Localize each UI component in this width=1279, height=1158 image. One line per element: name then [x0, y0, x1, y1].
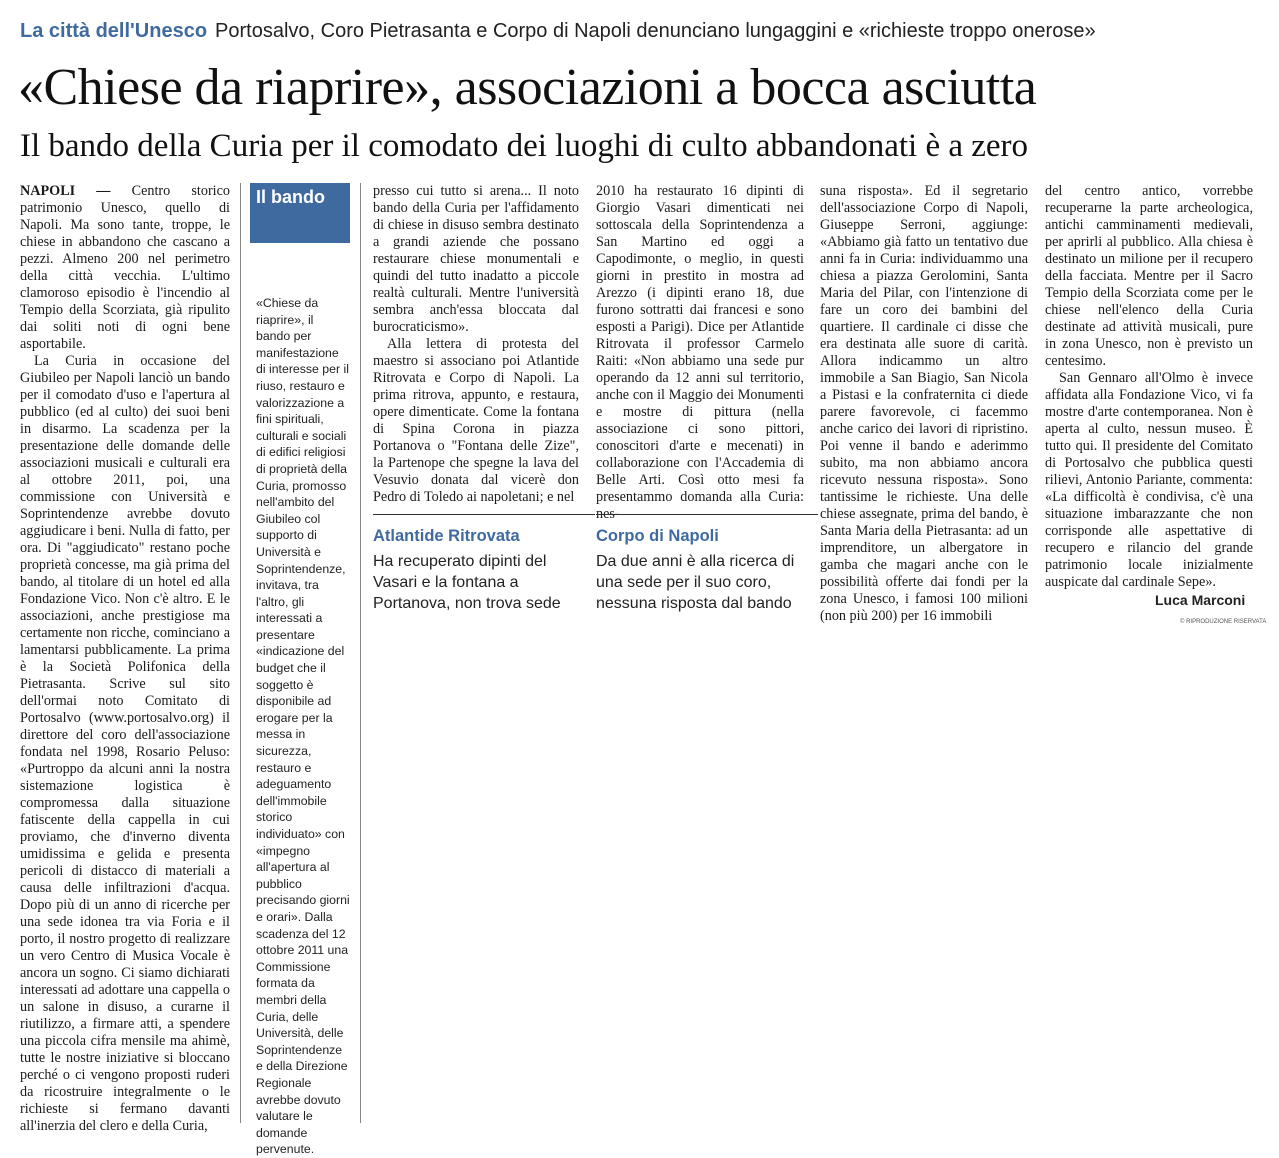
sidebar-text: «Chiese da riaprire», il bando per manifestazione di interesse per il riuso, restauro e valorizzazione a fini spirituali, culturali e sociali di edifici religiosi di proprietà della Curia, promosso nell'ambito del Giubileo col supporto di Università e Soprintendenze, invitava, tra l'altro, gli interessati a presentare «indicazione del budget che il soggetto è disponibile ad erogare per la messa in sicurezza, restauro e adeguamento dell'immobile storico individuato» con «impegno all'apertura al pubblico precisando giorni e orari». Dalla scadenza del 12 ottobre 2011 una Commissione formata da membri della Curia, delle Università, delle Soprintendenze e della Direzione Regionale avrebbe dovuto valutare le domande pervenute.	[256, 296, 350, 1157]
column-divider	[360, 183, 361, 1123]
paragraph: 2010 ha restaurato 16 dipinti di Giorgio Vasari dimenticati nei sottoscala della Soprintendenza a San Martino ed oggi a Capodimonte, o meglio, in questi giorni in prestito in mostra ad Arezzo (i dipinti erano 18, due furono sottratti dai francesi e sono esposti a Parigi). Dice per Atlantide Ritrovata il professor Carmelo Raiti: «Non abbiamo una sede pur operando da 12 anni sul territorio, anche con il Maggio dei Monumenti e mostre di pittura (nella associazione ci sono pittori, conoscitori d'arte e mecenati) in collaborazione con l'Accademia di Belle Arti. Così otto mesi fa presentammo domanda alla Curia: nes-	[596, 183, 804, 522]
callout-text: Da due anni è alla ricerca di una sede per il suo coro, nessuna risposta dal bando	[596, 553, 795, 612]
headline: «Chiese da riaprire», associazioni a bocca asciutta	[18, 59, 1037, 116]
paragraph: Alla lettera di protesta del maestro si associano poi Atlantide Ritrovata e Corpo di Napoli. La prima ritrova, appunto, e restaura, opere dimenticate. Come la fontana di Spina Corona in piazza Portanova o "Fontana delle Zize", la Partenope che spegne la lava del Vesuvio donata dal vicerè don Pedro di Toledo ai napoletani; e nel	[373, 336, 579, 505]
sidebar-title: Il bando	[250, 183, 350, 243]
paragraph-text: Centro storico patrimonio Unesco, quello di Napoli. Ma sono tante, troppe, le chiese in abbandono che cascano a pezzi. Almeno 200 nel perimetro della città vecchia. L'ultimo clamoroso episodio è l'incendio al Tempio della Scorziata, già ripulito dai soliti noti di ogni bene asportabile.	[20, 183, 230, 352]
callout-title: Corpo di Napoli	[596, 514, 818, 547]
article-column-2	[373, 183, 579, 506]
callout-atlantide	[373, 514, 595, 614]
article-column-4	[820, 183, 1028, 625]
callout-text: Ha recuperato dipinti del Vasari e la fontana a Portanova, non trova sede	[373, 553, 561, 612]
paragraph: San Gennaro all'Olmo è invece affidata alla Fondazione Vico, vi fa mostre d'arte contemporanea. Non è aperta al culto, nessun museo. È tutto qui. Il presidente del Comitato di Portosalvo che pubblica questi rilievi, Antonio Pariante, commenta: «La difficoltà è condivisa, c'è una situazione imbarazzante che non corrisponde alle aspettative di recupero e rilancio del grande patrimonio locale inizialmente auspicate dal cardinale Sepe».	[1045, 370, 1253, 590]
dateline: NAPOLI —	[20, 183, 111, 199]
article-column-5	[1045, 183, 1253, 591]
paragraph: del centro antico, vorrebbe recuperarne la parte archeologica, antichi camminamenti medievali, per aprirli al pubblico. Alla chiesa è destinato un milione per il recupero della facciata. Mentre per il Sacro Tempio della Scorziata come per le chiese nell'elenco della Curia destinate ad attività musicali, pure in zona Unesco, non è previsto un centesimo.	[1045, 183, 1253, 369]
copyright-notice: © RIPRODUZIONE RISERVATA	[1180, 619, 1267, 625]
kicker-summary: Portosalvo, Coro Pietrasanta e Corpo di Napoli denunciano lungaggini e «richieste troppo onerose»	[215, 20, 1096, 42]
article-column-1	[20, 183, 230, 1135]
byline: Luca Marconi	[1155, 592, 1246, 608]
paragraph	[20, 183, 230, 353]
article-column-3	[596, 183, 804, 523]
callout-corpo-di-napoli	[596, 514, 818, 614]
sidebar-box	[250, 183, 350, 1158]
subheadline: Il bando della Curia per il comodato dei luoghi di culto abbandonati è a zero	[20, 128, 1029, 164]
kicker	[20, 18, 1265, 44]
column-divider	[240, 183, 241, 1123]
paragraph: suna risposta». Ed il segretario dell'associazione Corpo di Napoli, Giuseppe Serroni, aggiunge: «Abbiamo già fatto un tentativo due anni fa in Curia: individuammo una chiesa a piazza Gerolomini, Santa Maria del Pilar, con l'intenzione di fare un coro dei bambini del quartiere. Il cardinale ci disse che era destinata alle suore di carità. Allora indicammo un altro immobile a San Biagio, San Nicola a Pistasi e la confraternita ci diede parere favorevole, ci facemmo anche carico dei lavori di ripristino. Poi venne il bando e aderimmo subito, ma non abbiamo ancora ricevuto nessuna risposta». Sono tantissime le richieste. Una delle chiese assegnate, prima del bando, è Santa Maria della Pietrasanta: ad un imprenditore, un albergatore in gamba che magari anche con le possibilità offerte dai fondi per la zona Unesco, i famosi 100 milioni (non più 200) per 16 immobili	[820, 183, 1028, 624]
section-label: La città dell'Unesco	[20, 20, 208, 42]
paragraph: presso cui tutto si arena... Il noto bando della Curia per l'affidamento di chiese in disuso sembra destinato a grandi aziende che possano restaurare chiese monumentali e quindi del tutto inadatto a piccole realtà culturali. Mentre l'università sembra anch'essa bloccata dal burocraticismo».	[373, 183, 579, 335]
paragraph: La Curia in occasione del Giubileo per Napoli lanciò un bando per il comodato d'uso e l'apertura al pubblico (ed al culto) dei suoi beni in disarmo. La scadenza per la presentazione delle domande delle associazioni musicali e culturali era al ottobre 2011, poi, una commissione con Università e Soprintendenze avrebbe dovuto aggiudicare i beni. Nulla di fatto, per ora. Di "aggiudicato" restano poche proprietà concesse, ma già prima del bando, al titolare di un hotel ed alla Fondazione Vico. Non c'è altro. E le associazioni, anche prestigiose ma certamente non ricche, cominciano a lamentarsi pubblicamente. La prima è la Società Polifonica della Pietrasanta. Scrive sul sito dell'ormai noto Comitato di Portosalvo (www.portosalvo.org) il direttore del coro dell'associazione fondata nel 1998, Rosario Peluso: «Purtroppo da alcuni anni la nostra sistemazione logistica è compromessa dalla situazione fatiscente della cappella in cui proviamo, che d'inverno diventa umidissima e gelida e presenta pericoli di distacco di materiali a causa delle infiltrazioni d'acqua. Dopo più di un anno di ricerche per una sede idonea tra via Foria e il porto, il nostro progetto di realizzare un vero Centro di Musica Vocale è ancora un sogno. Ci siamo dichiarati interessati ad adottare una cappella o un salone in disuso, a curarne il riutilizzo, a firmare atti, a spendere una piccola cifra mensile ma ahimè, tutte le nostre iniziative si bloccano perché o ci vengono proposti ruderi da ricostruire integralmente o le richieste si fermano davanti all'inerzia del clero e della Curia,	[20, 353, 230, 1134]
callout-title: Atlantide Ritrovata	[373, 514, 595, 547]
